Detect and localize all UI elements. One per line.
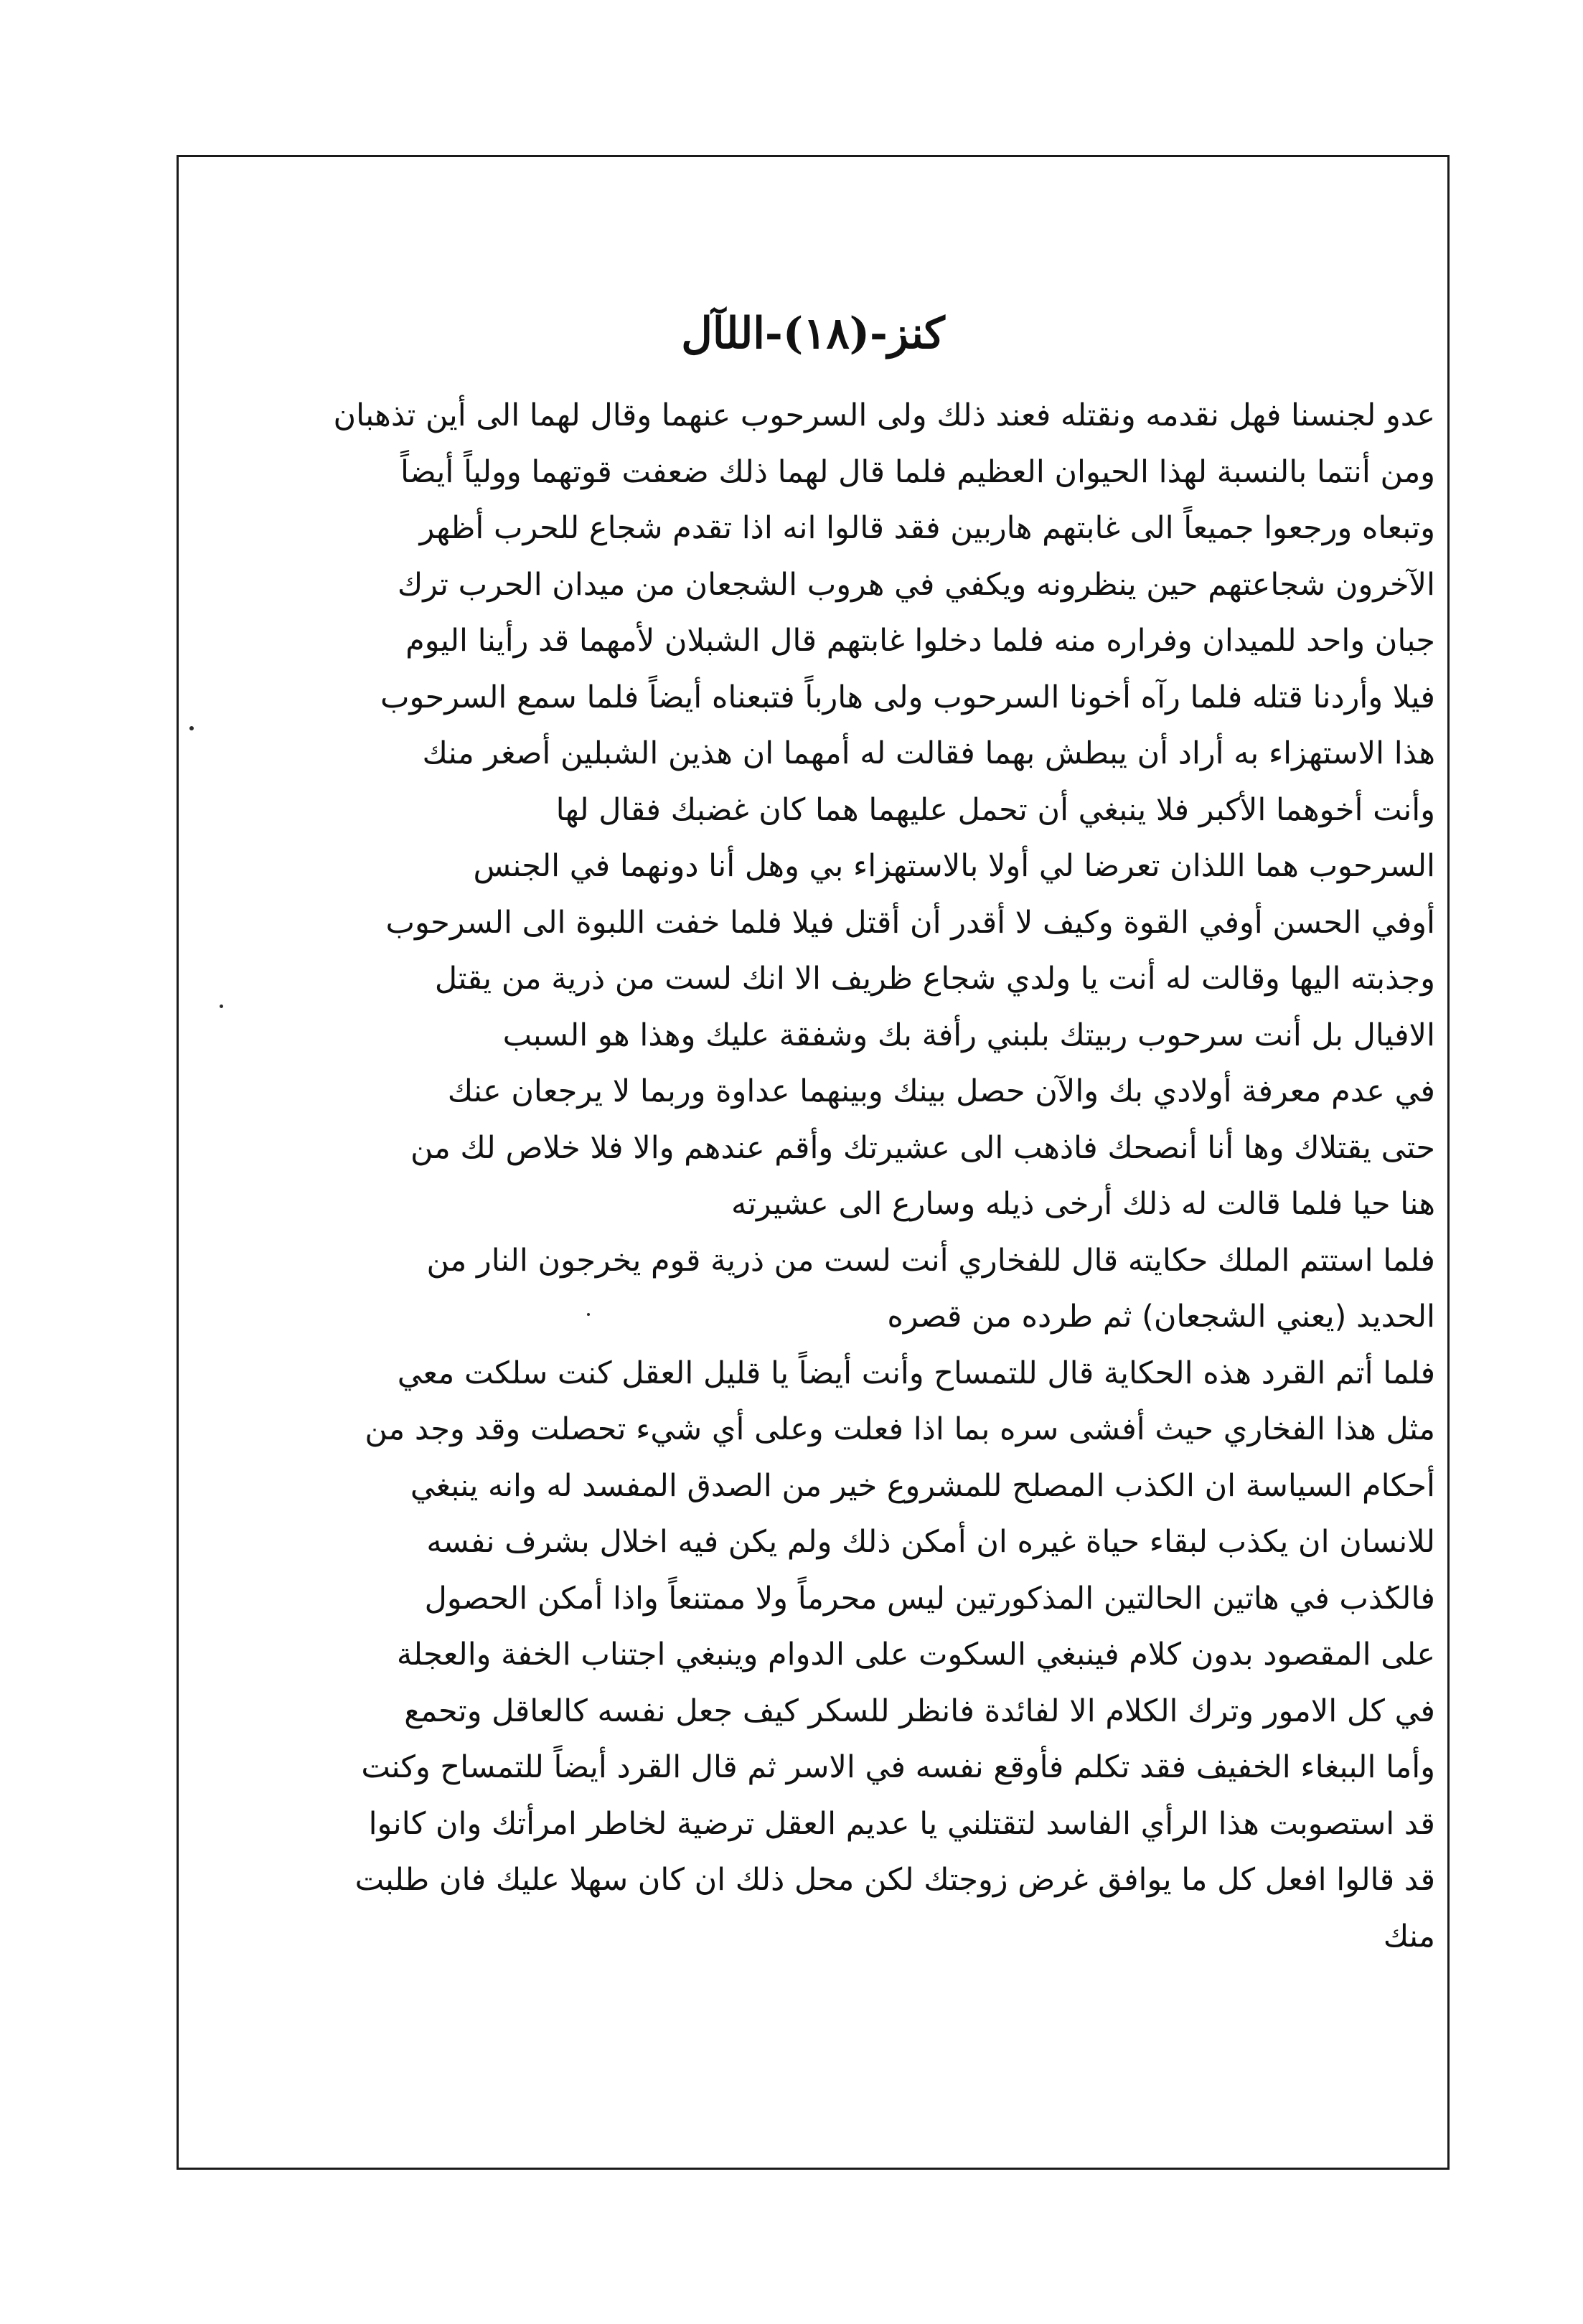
text-line: فيلا وأردنا قتله فلما رآه أخونا السرحوب ولى هارباً فتبعناه أيضاً فلما سمع السرحوب bbox=[380, 679, 1435, 715]
text-line: ومن أنتما بالنسبة لهذا الحيوان العظيم فلما قال لهما ذلك ضعفت قوتهما وولياً أيضاً bbox=[400, 453, 1435, 490]
text-line: قد استصوبت هذا الرأي الفاسد لتقتلني يا عديم العقل ترضية لخاطر امرأتك وان كانوا bbox=[368, 1805, 1435, 1842]
text-line: للانسان ان يكذب لبقاء حياة غيره ان أمكن ذلك ولم يكن فيه اخلال بشرف نفسه bbox=[426, 1524, 1435, 1560]
text-line: هنا حيا فلما قالت له ذلك أرخى ذيله وسارع الى عشيرته bbox=[731, 1186, 1435, 1222]
text-line: وجذبته اليها وقالت له أنت يا ولدي شجاع ظريف الا انك لست من ذرية من يقتل bbox=[434, 961, 1435, 997]
text-line: فلما استتم الملك حكايته قال للفخاري أنت لست من ذرية قوم يخرجون النار من bbox=[426, 1242, 1435, 1279]
text-line: السرحوب هما اللذان تعرضا لي أولا بالاستهزاء بي وهل أنا دونهما في الجنس bbox=[473, 848, 1435, 884]
text-line: أحكام السياسة ان الكذب المصلح للمشروع خير من الصدق المفسد له وانه ينبغي bbox=[410, 1467, 1435, 1504]
text-line: هذا الاستهزاء به أراد أن يبطش بهما فقالت له أمهما ان هذين الشبلين أصغر منك bbox=[422, 735, 1435, 771]
text-line: مثل هذا الفخاري حيث أفشى سره بما اذا فعلت وعلى أي شيء تحصلت وقد وجد من bbox=[365, 1411, 1435, 1447]
text-line: وأما الببغاء الخفيف فقد تكلم فأوقع نفسه في الاسر ثم قال القرد أيضاً للتمساح وكنت bbox=[361, 1749, 1435, 1785]
page-header bbox=[177, 309, 1450, 359]
text-line: الافيال بل أنت سرحوب ربيتك بلبني رأفة بك وشفقة عليك وهذا هو السبب bbox=[502, 1017, 1435, 1053]
page-title: كنز-(١٨)-اللآل bbox=[681, 309, 945, 359]
body-text bbox=[215, 387, 1435, 1965]
text-line: وأنت أخوهما الأكبر فلا ينبغي أن تحمل عليهما هما كان غضبك فقال لها bbox=[555, 791, 1435, 828]
text-line: حتى يقتلاك وها أنا أنصحك فاذهب الى عشيرتك وأقم عندهم والا فلا خلاص لك من bbox=[410, 1129, 1435, 1166]
text-line: منك bbox=[1383, 1918, 1435, 1954]
text-line: جبان واحد للميدان وفراره منه فلما دخلوا غابتهم قال الشبلان لأمهما قد رأينا اليوم bbox=[405, 623, 1435, 659]
text-line: فلما أتم القرد هذه الحكاية قال للتمساح وأنت أيضاً يا قليل العقل كنت سلكت معي bbox=[397, 1355, 1435, 1391]
text-line: قد قالوا افعل كل ما يوافق غرض زوجتك لكن محل ذلك ان كان سهلا عليك فان طلبت bbox=[354, 1862, 1435, 1898]
text-line: الحديد (يعني الشجعان) ثم طرده من قصره bbox=[887, 1299, 1435, 1335]
text-line: الآخرون شجاعتهم حين ينظرونه ويكفي في هروب الشجعان من ميدان الحرب ترك bbox=[397, 566, 1435, 603]
text-line: في كل الامور وترك الكلام الا لفائدة فانظر للسكر كيف جعل نفسه كالعاقل وتحمع bbox=[404, 1693, 1435, 1729]
text-line: فالكذب في هاتين الحالتين المذكورتين ليس محرماً ولا ممتنعاً واذا أمكن الحصول bbox=[424, 1580, 1435, 1617]
text-line: على المقصود بدون كلام فينبغي السكوت على الدوام وينبغي اجتناب الخفة والعجلة bbox=[396, 1637, 1435, 1673]
text-line: عدو لجنسنا فهل نقدمه ونقتله فعند ذلك ولى السرحوب عنهما وقال لهما الى أين تذهبان bbox=[333, 397, 1435, 433]
text-line: وتبعاه ورجعوا جميعاً الى غابتهم هاربين فقد قالوا انه اذا تقدم شجاع للحرب أظهر bbox=[419, 510, 1435, 546]
text-line: في عدم معرفة أولادي بك والآن حصل بينك وبينهما عداوة وربما لا يرجعان عنك bbox=[447, 1073, 1435, 1109]
text-line: أوفي الحسن أوفي القوة وكيف لا أقدر أن أقتل فيلا فلما خفت اللبوة الى السرحوب bbox=[385, 904, 1435, 941]
